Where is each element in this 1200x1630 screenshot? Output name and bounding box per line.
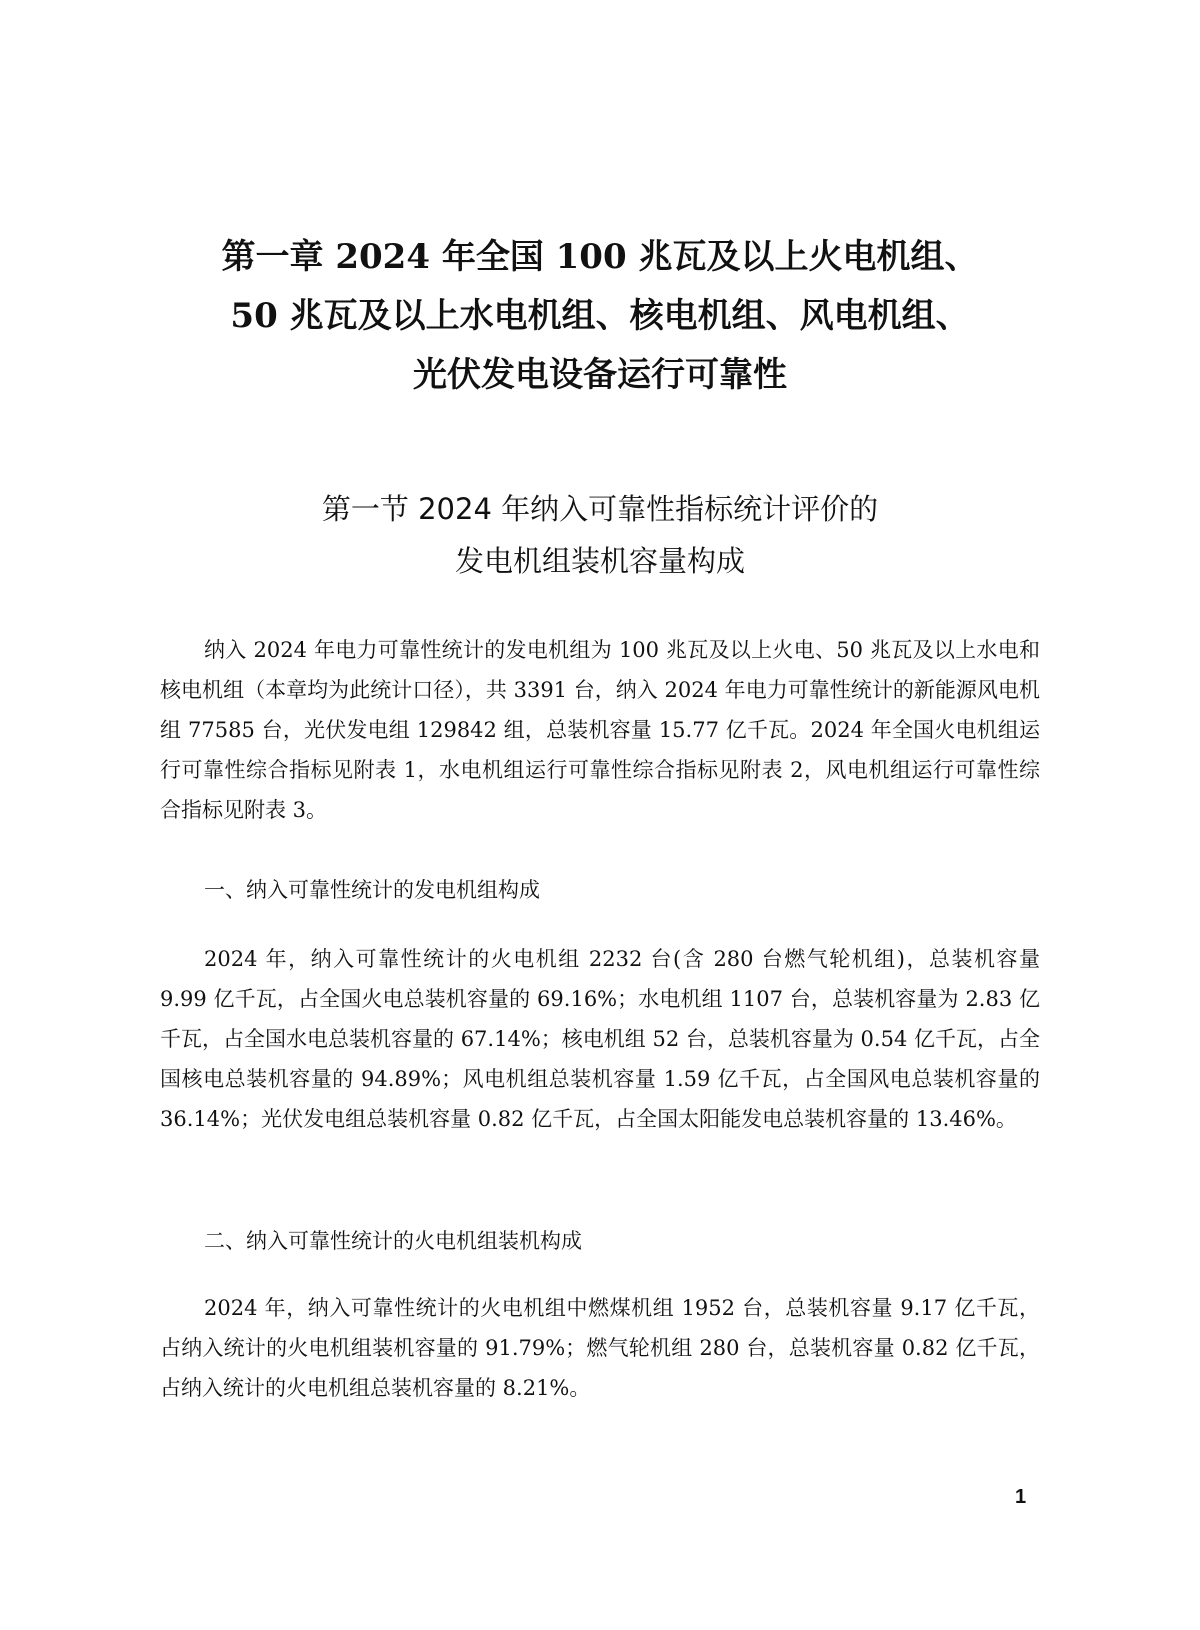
page-number: 1 (1015, 1486, 1027, 1508)
subsection-heading: 二、纳入可靠性统计的火电机组装机构成 (204, 1229, 582, 1253)
chapter-title-line: 光伏发电设备运行可靠性 (413, 355, 787, 395)
section-title-line: 第一节 2024 年纳入可靠性指标统计评价的 (321, 492, 879, 526)
subsection-heading: 一、纳入可靠性统计的发电机组构成 (204, 878, 540, 902)
section-title (0, 483, 1200, 587)
chapter-title-line: 第一章 2024 年全国 100 兆瓦及以上火电机组、 (221, 237, 979, 277)
subsection-paragraph: 2024 年，纳入可靠性统计的火电机组中燃煤机组 1952 台，总装机容量 9.17 亿千瓦，占纳入统计的火电机组装机容量的 91.79%；燃气轮机组 280 台，总装机容量 0.82 亿千瓦，占纳入统计的火电机组总装机容量的 8.21%。 (160, 1296, 1040, 1400)
section-title-line: 发电机组装机容量构成 (454, 544, 745, 578)
chapter-title-line: 50 兆瓦及以上水电机组、核电机组、风电机组、 (230, 296, 970, 336)
intro-paragraph: 纳入 2024 年电力可靠性统计的发电机组为 100 兆瓦及以上火电、50 兆瓦及以上水电和核电机组（本章均为此统计口径），共 3391 台，纳入 2024 年电力可靠性统计的新能源风电机组 77585 台，光伏发电组 129842 组，总装机容量 15.77 亿千瓦。2024 年全国火电机组运行可靠性综合指标见附表 1，水电机组运行可靠性综合指标见附表 2，风电机组运行可靠性综合指标见附表 3。 (160, 638, 1040, 822)
subsection-paragraph: 2024 年，纳入可靠性统计的火电机组 2232 台(含 280 台燃气轮机组)，总装机容量 9.99 亿千瓦，占全国火电总装机容量的 69.16%；水电机组 1107 台，总装机容量为 2.83 亿千瓦，占全国水电总装机容量的 67.14%；核电机组 52 台，总装机容量为 0.54 亿千瓦，占全国核电总装机容量的 94.89%；风电机组总装机容量 1.59 亿千瓦，占全国风电总装机容量的 36.14%；光伏发电组总装机容量 0.82 亿千瓦，占全国太阳能发电总装机容量的 13.46%。 (160, 947, 1040, 1131)
chapter-title (0, 228, 1200, 405)
